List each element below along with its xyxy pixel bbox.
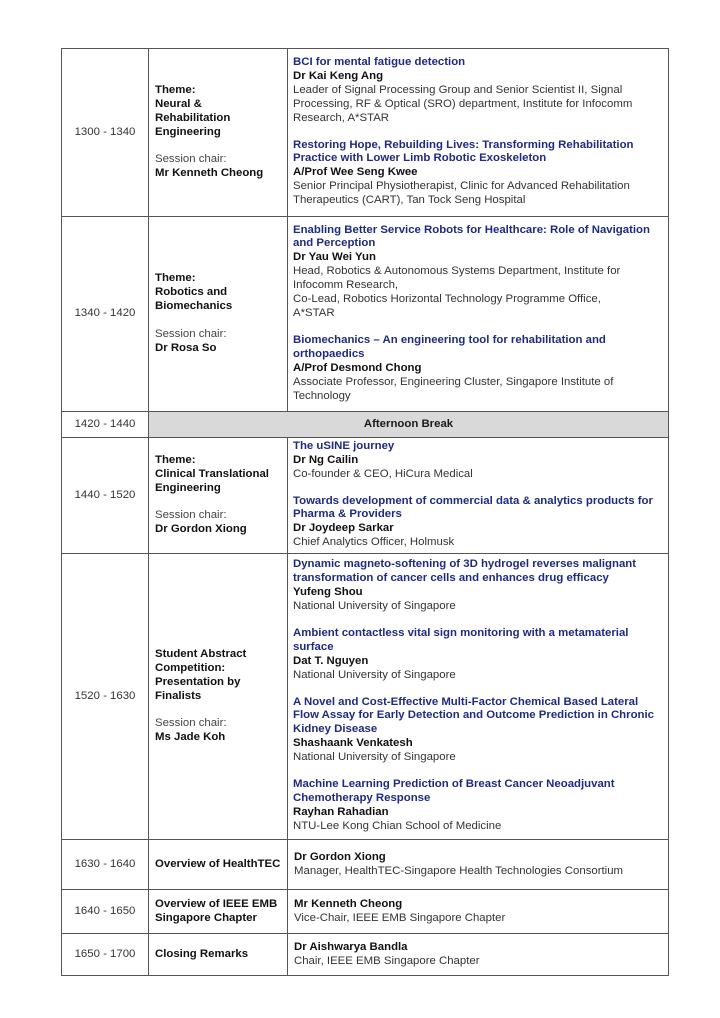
theme-line: Robotics and: [155, 286, 228, 299]
time-slot: 1630 - 1640: [62, 840, 149, 890]
speaker-affiliation-line: Research, A*STAR: [293, 111, 390, 124]
session-theme: [149, 438, 288, 554]
talk-title: The uSINE journey: [293, 439, 395, 452]
talk-title: Biomechanics – An engineering tool for rehabilitation and orthopaedics: [293, 333, 606, 360]
talk-title: A Novel and Cost-Effective Multi-Factor Chemical Based Lateral Flow Assay for Early Detection and Outcome Prediction in Chronic Kidney Disease: [293, 695, 654, 736]
talk: [293, 558, 664, 614]
theme-line: Presentation by: [155, 675, 241, 688]
theme-label: Theme:: [155, 453, 196, 466]
speaker-name: Dr Aishwarya Bandla: [294, 940, 408, 953]
afternoon-break: Afternoon Break: [149, 412, 669, 438]
presenter-cell: [288, 840, 669, 890]
theme-line: Engineering: [155, 125, 221, 138]
agenda-table: [61, 48, 669, 976]
session-theme: [149, 49, 288, 217]
speaker-affiliation-line: Chief Analytics Officer, Holmusk: [293, 536, 455, 549]
talk-title: Enabling Better Service Robots for Healthcare: Role of Navigation and Perception: [293, 223, 650, 250]
talk: [293, 778, 664, 834]
speaker-name: A/Prof Desmond Chong: [293, 361, 422, 374]
speaker-name: Dr Joydeep Sarkar: [293, 522, 394, 535]
agenda-row: [62, 890, 669, 934]
speaker-affiliation-line: Co-Lead, Robotics Horizontal Technology Programme Office,: [293, 293, 601, 306]
time-slot: 1640 - 1650: [62, 890, 149, 934]
speaker-name: A/Prof Wee Seng Kwee: [293, 166, 418, 179]
speaker-affiliation-line: Head, Robotics & Autonomous Systems Department, Institute for: [293, 265, 621, 278]
session-label: Overview of HealthTEC: [149, 840, 288, 890]
talk: [293, 440, 664, 482]
agenda-row: [62, 438, 669, 554]
time-slot: 1300 - 1340: [62, 49, 149, 217]
talk: [293, 56, 664, 126]
theme-line: Clinical Translational: [155, 467, 269, 480]
theme-line: Rehabilitation: [155, 111, 231, 124]
speaker-affiliation-line: Senior Principal Physiotherapist, Clinic for Advanced Rehabilitation: [293, 180, 630, 193]
agenda-row: [62, 934, 669, 976]
session-chair-label: Session chair:: [155, 153, 227, 166]
session-chair-name: Dr Gordon Xiong: [155, 523, 247, 536]
time-slot: 1440 - 1520: [62, 438, 149, 554]
speaker-name: Dr Gordon Xiong: [294, 850, 386, 863]
speaker-affiliation-line: NTU-Lee Kong Chian School of Medicine: [293, 819, 502, 832]
theme-label: Theme:: [155, 83, 196, 96]
agenda-row: [62, 554, 669, 840]
speaker-name: Dr Ng Cailin: [293, 453, 359, 466]
time-slot: 1520 - 1630: [62, 554, 149, 840]
speaker-affiliation-line: Leader of Signal Processing Group and Senior Scientist II, Signal: [293, 83, 623, 96]
session-theme: [149, 217, 288, 412]
agenda-row: [62, 217, 669, 412]
talk-title: Dynamic magneto-softening of 3D hydrogel reverses malignant transformation of cancer cells and enhances drug efficacy: [293, 558, 637, 585]
speaker-affiliation-line: National University of Singapore: [293, 751, 456, 764]
speaker-affiliation-line: A*STAR: [293, 307, 335, 319]
theme-line: Student Abstract: [155, 647, 247, 660]
theme-label: Theme:: [155, 272, 196, 285]
session-label: Closing Remarks: [149, 934, 288, 976]
session-chair-label: Session chair:: [155, 717, 227, 730]
agenda-row: [62, 49, 669, 217]
speaker-affiliation-line: Processing, RF & Optical (SRO) department, Institute for Infocomm: [293, 97, 633, 110]
speaker-affiliation: Chair, IEEE EMB Singapore Chapter: [294, 954, 480, 967]
talk: [293, 495, 664, 551]
speaker-affiliation-line: Associate Professor, Engineering Cluster, Singapore Institute of: [293, 375, 614, 388]
theme-line: Finalists: [155, 689, 202, 702]
theme-line: Engineering: [155, 481, 221, 494]
session-chair-label: Session chair:: [155, 327, 227, 340]
talk: [293, 139, 664, 209]
speaker-name: Dat T. Nguyen: [293, 654, 369, 667]
talk: [293, 334, 664, 404]
session-chair-label: Session chair:: [155, 509, 227, 522]
speaker-name: Dr Yau Wei Yun: [293, 251, 376, 264]
talk: [293, 224, 664, 321]
session-theme: [149, 554, 288, 840]
speaker-name: Yufeng Shou: [293, 586, 363, 599]
speaker-affiliation-line: Co-founder & CEO, HiCura Medical: [293, 467, 473, 480]
talks-cell: [288, 438, 669, 554]
talks-cell: [288, 554, 669, 840]
talk: [293, 696, 664, 766]
theme-line: Competition:: [155, 661, 226, 674]
speaker-affiliation-line: Therapeutics (CART), Tan Tock Seng Hospital: [293, 194, 526, 207]
speaker-name: Rayhan Rahadian: [293, 805, 389, 818]
talks-cell: [288, 217, 669, 412]
talk: [293, 627, 664, 683]
session-chair-name: Ms Jade Koh: [155, 731, 226, 744]
speaker-affiliation-line: Technology: [293, 389, 351, 402]
speaker-affiliation-line: National University of Singapore: [293, 668, 456, 681]
talk-title: Ambient contactless vital sign monitoring with a metamaterial surface: [293, 626, 629, 653]
presenter-cell: [288, 890, 669, 934]
speaker-affiliation-line: National University of Singapore: [293, 600, 456, 613]
time-slot: 1420 - 1440: [62, 412, 149, 438]
talk-title: Restoring Hope, Rebuilding Lives: Transforming Rehabilitation Practice with Lower Limb Robotic Exoskeleton: [293, 138, 634, 165]
session-label: Overview of IEEE EMB Singapore Chapter: [149, 890, 288, 934]
speaker-affiliation: Vice-Chair, IEEE EMB Singapore Chapter: [294, 911, 506, 924]
session-chair-name: Mr Kenneth Cheong: [155, 167, 264, 180]
talks-cell: [288, 49, 669, 217]
time-slot: 1340 - 1420: [62, 217, 149, 412]
agenda-row: [62, 840, 669, 890]
speaker-name: Shashaank Venkatesh: [293, 737, 413, 750]
speaker-name: Mr Kenneth Cheong: [294, 897, 403, 910]
speaker-affiliation: Manager, HealthTEC-Singapore Health Technologies Consortium: [294, 864, 624, 877]
talk-title: BCI for mental fatigue detection: [293, 55, 466, 68]
session-chair-name: Dr Rosa So: [155, 341, 217, 354]
theme-line: Biomechanics: [155, 300, 233, 313]
agenda-row: [62, 412, 669, 438]
speaker-name: Dr Kai Keng Ang: [293, 69, 384, 82]
talk-title: Towards development of commercial data & analytics products for Pharma & Providers: [293, 494, 653, 521]
theme-line: Neural &: [155, 97, 202, 110]
speaker-affiliation-line: Infocomm Research,: [293, 279, 399, 292]
talk-title: Machine Learning Prediction of Breast Cancer Neoadjuvant Chemotherapy Response: [293, 778, 615, 804]
presenter-cell: [288, 934, 669, 976]
time-slot: 1650 - 1700: [62, 934, 149, 976]
